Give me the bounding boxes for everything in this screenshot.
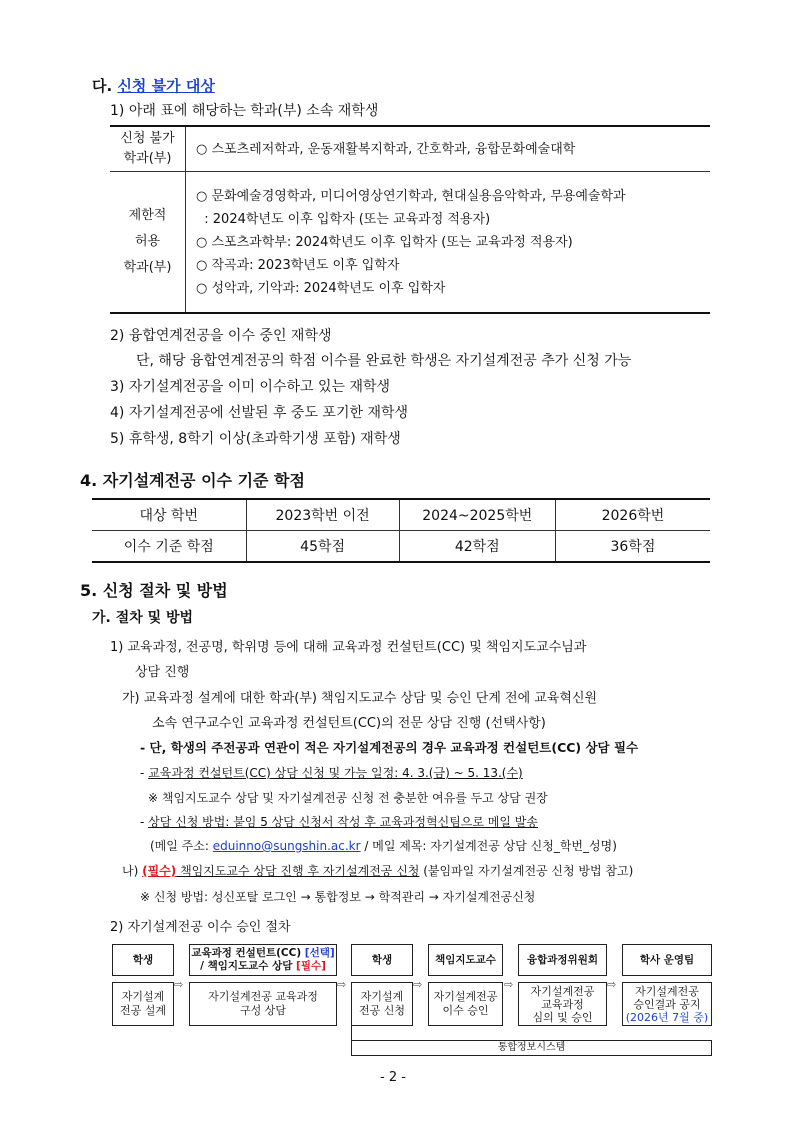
s2-title: 2) 자기설계전공 이수 승인 절차 bbox=[110, 920, 291, 935]
credit-table bbox=[92, 498, 710, 563]
flow-b5-line1: 자기설계전공 bbox=[530, 984, 595, 998]
dash1-prefix: - bbox=[140, 766, 149, 780]
flow-box-consult bbox=[189, 982, 337, 1026]
dash2-prefix: - bbox=[140, 815, 149, 829]
flow-header-academic-team: 학사 운영팀 bbox=[622, 944, 712, 976]
ga-line1: 가) 교육과정 설계에 대한 학과(부) 책임지도교수 상담 및 승인 단계 전에 교육혁신원 bbox=[122, 691, 598, 706]
flow-arrow-2: ⇨ bbox=[337, 978, 347, 991]
credit-cell-1: 45학점 bbox=[246, 531, 399, 563]
row1-label-line1: 신청 불가 bbox=[120, 131, 175, 146]
na-underlined: 책임지도교수 상담 진행 후 자기설계전공 신청 bbox=[176, 864, 420, 878]
flow-b4-line1: 자기설계전공 bbox=[433, 990, 498, 1003]
row1-label-line2: 학과(부) bbox=[123, 151, 172, 166]
credit-cell-0: 이수 기준 학점 bbox=[92, 531, 246, 563]
flow-header-advisor: 책임지도교수 bbox=[428, 944, 503, 976]
item-2: 2) 융합연계전공을 이수 중인 재학생 bbox=[110, 328, 332, 344]
mail-info bbox=[150, 837, 617, 854]
flow-header-student-2: 학생 bbox=[351, 944, 413, 976]
item-1: 1) 아래 표에 해당하는 학과(부) 소속 재학생 bbox=[110, 103, 379, 119]
flow-b5-line3: 심의 및 승인 bbox=[532, 1010, 593, 1024]
flow-h2-line1: 교육과정 컨설턴트(CC) bbox=[191, 947, 302, 959]
flow-box-design bbox=[112, 982, 174, 1026]
ineligible-dept-table bbox=[110, 125, 710, 314]
flow-b5-line2: 교육과정 bbox=[541, 997, 584, 1011]
flow-arrow-1: ⇨ bbox=[174, 978, 184, 991]
row2-content bbox=[186, 172, 711, 314]
ga-line2: 소속 연구교수인 교육과정 컨설턴트(CC)의 전문 상담 진행 (선택사항) bbox=[152, 716, 546, 731]
cc-schedule bbox=[140, 764, 523, 781]
credit-header-1: 2023학번 이전 bbox=[246, 499, 399, 531]
credit-cell-2: 42학점 bbox=[399, 531, 555, 563]
flow-b2-line2: 구성 상담 bbox=[239, 1004, 286, 1017]
flow-h2-line2: / 책임지도교수 상담 bbox=[200, 960, 293, 972]
item-3: 3) 자기설계전공을 이미 이수하고 있는 재학생 bbox=[110, 379, 391, 395]
na-required-tag: (필수) bbox=[142, 864, 177, 878]
row2-label-line1: 제한적 bbox=[128, 208, 167, 223]
credit-cell-3: 36학점 bbox=[555, 531, 710, 563]
flow-b6-line1: 자기설계전공 bbox=[635, 984, 699, 998]
flow-system-label: 통합정보시스템 bbox=[497, 1042, 566, 1053]
s1-line1: 1) 교육과정, 전공명, 학위명 등에 대해 교육과정 컨설턴트(CC) 및 책임지도교수님과 bbox=[110, 640, 587, 655]
flow-arrow-4: ⇨ bbox=[504, 978, 514, 991]
row2-label-line3: 학과(부) bbox=[123, 260, 172, 275]
flow-b6-line2: 승인결과 공지 bbox=[633, 997, 701, 1011]
credit-header-2: 2024~2025학번 bbox=[399, 499, 555, 531]
flow-box-notice bbox=[622, 982, 712, 1026]
section-da-title: 신청 불가 대상 bbox=[117, 77, 215, 95]
section-5-sub-ga: 가. 절차 및 방법 bbox=[92, 610, 194, 626]
flow-system-bar bbox=[351, 1040, 712, 1056]
row2-line4: ○ 작곡과: 2023학년도 이후 입학자 bbox=[196, 257, 400, 273]
na-line bbox=[122, 862, 633, 879]
flow-b1-line1: 자기설계 bbox=[121, 990, 165, 1003]
item-5: 5) 휴학생, 8학기 이상(초과학기생 포함) 재학생 bbox=[110, 431, 401, 447]
email-link[interactable]: eduinno@sungshin.ac.kr bbox=[212, 839, 361, 853]
cc-apply-method bbox=[140, 813, 538, 830]
dash2-text: 상담 신청 방법: 붙임 5 상담 신청서 작성 후 교육과정혁신팀으로 메일 발송 bbox=[148, 815, 538, 829]
row2-line5: ○ 성악과, 기악과: 2024학년도 이후 입학자 bbox=[196, 280, 446, 296]
dash1-text: 교육과정 컨설턴트(CC) 상담 신청 및 가능 일정: 4. 3.(금) ~ 5. 13.(수) bbox=[148, 766, 523, 780]
row2-line2: : 2024학년도 이후 입학자 (또는 교육과정 적용자) bbox=[196, 211, 491, 227]
section-4-title: 4. 자기설계전공 이수 기준 학점 bbox=[80, 471, 305, 490]
credit-header-0: 대상 학번 bbox=[92, 499, 246, 531]
star-note-1: ※ 책임지도교수 상담 및 자기설계전공 신청 전 충분한 여유를 두고 상담 권장 bbox=[148, 791, 548, 805]
page-number: - 2 - bbox=[380, 1070, 406, 1085]
row2-label-line2: 허용 bbox=[134, 234, 161, 249]
row2-label bbox=[110, 172, 186, 314]
section-5-title: 5. 신청 절차 및 방법 bbox=[80, 581, 228, 600]
flow-b6-date: (2026년 7월 중) bbox=[625, 1010, 709, 1024]
credit-header-3: 2026학번 bbox=[555, 499, 710, 531]
mail-post: / 메일 제목: 자기설계전공 상담 신청_학번_성명) bbox=[360, 839, 617, 853]
na-suffix: (붙임파일 자기설계전공 신청 방법 참고) bbox=[419, 864, 634, 878]
row2-line1: ○ 문화예술경영학과, 미디어영상연기학과, 현대실용음악학과, 무용예술학과 bbox=[196, 188, 626, 204]
flow-system-connector bbox=[351, 1026, 352, 1040]
item-2-note: 단, 해당 융합연계전공의 학점 이수를 완료한 학생은 자기설계전공 추가 신청 가능 bbox=[136, 353, 632, 369]
flow-b4-line2: 이수 승인 bbox=[442, 1004, 489, 1017]
row2-line3: ○ 스포츠과학부: 2024학년도 이후 입학자 (또는 교육과정 적용자) bbox=[196, 234, 573, 250]
flow-header-student-1: 학생 bbox=[112, 944, 174, 976]
flow-h2-optional-tag: [선택] bbox=[304, 947, 335, 959]
flow-arrow-3: ⇨ bbox=[413, 978, 423, 991]
flow-header-consult bbox=[189, 944, 337, 976]
cc-required-note: - 단, 학생의 주전공과 연관이 적은 자기설계전공의 경우 교육과정 컨설턴트(CC) 상담 필수 bbox=[140, 740, 639, 755]
row1-label bbox=[110, 126, 186, 172]
flow-arrow-5: ⇨ bbox=[607, 978, 617, 991]
section-da-heading bbox=[92, 75, 215, 96]
row1-content: ○ 스포츠레저학과, 운동재활복지학과, 간호학과, 융합문화예술대학 bbox=[186, 126, 711, 172]
item-4: 4) 자기설계전공에 선발된 후 중도 포기한 재학생 bbox=[110, 405, 409, 421]
star-note-2: ※ 신청 방법: 성신포탈 로그인 → 통합정보 → 학적관리 → 자기설계전공신청 bbox=[140, 890, 536, 904]
flow-box-apply bbox=[351, 982, 413, 1026]
mail-pre: (메일 주소: bbox=[150, 839, 213, 853]
flow-b1-line2: 전공 설계 bbox=[119, 1004, 166, 1017]
flow-box-review bbox=[518, 982, 607, 1026]
na-prefix: 나) bbox=[122, 864, 143, 878]
flow-b3-line2: 전공 신청 bbox=[358, 1004, 405, 1017]
flow-h2-required-tag: [필수] bbox=[296, 960, 326, 972]
s1-line2: 상담 진행 bbox=[135, 665, 190, 680]
flow-b3-line1: 자기설계 bbox=[360, 990, 404, 1003]
flow-header-committee: 융합과정위원회 bbox=[518, 944, 607, 976]
section-da-label: 다. bbox=[92, 77, 113, 95]
flow-b2-line1: 자기설계전공 교육과정 bbox=[208, 990, 318, 1003]
flow-box-approve bbox=[428, 982, 503, 1026]
